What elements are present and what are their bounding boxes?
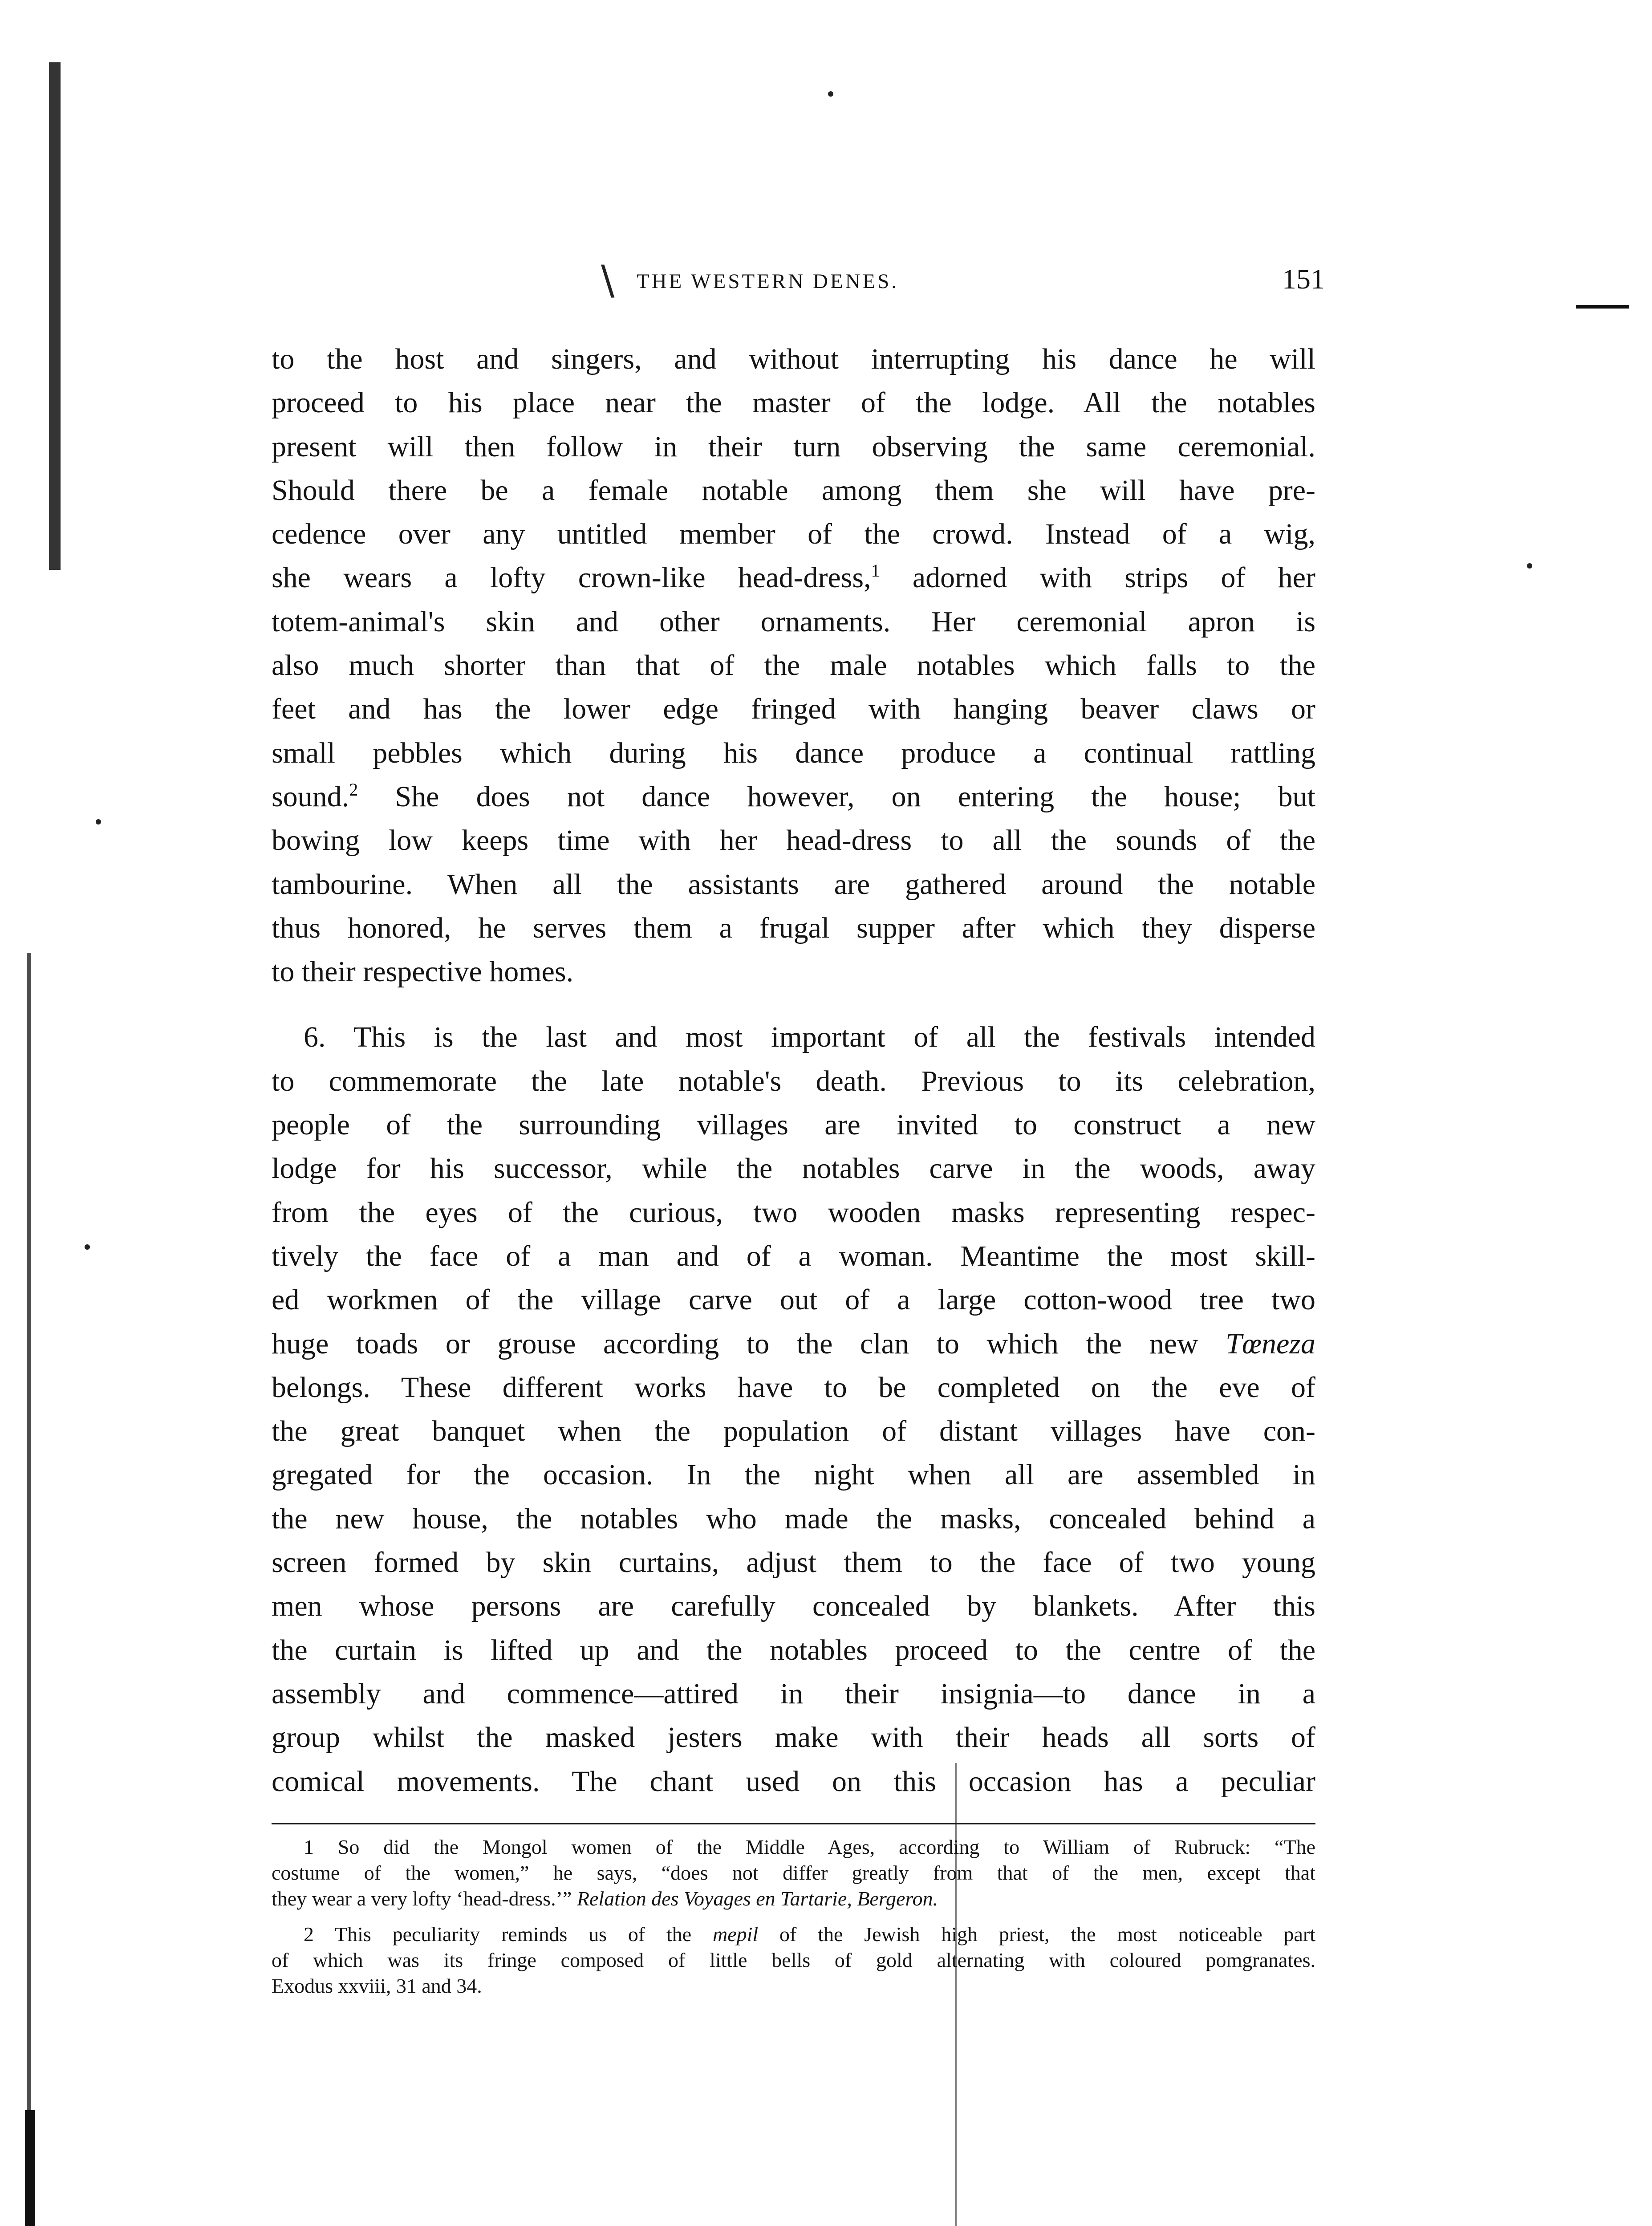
text-line: the new house, the notables who made the masks, concealed behind a xyxy=(272,1502,1315,1535)
text-run: of the Jewish high priest, the most noticeable part xyxy=(758,1923,1315,1946)
text-run: huge toads or grouse according to the clan to which the new xyxy=(272,1327,1226,1360)
text-line: thus honored, he serves them a frugal supper after which they disperse xyxy=(272,911,1315,944)
italic-term: Tœneza xyxy=(1226,1327,1315,1360)
footnote-number: 2 xyxy=(304,1923,314,1946)
text-line: also much shorter than that of the male notables which falls to the xyxy=(272,649,1315,682)
scan-edge-shadow xyxy=(49,62,61,570)
footnote-line: costume of the women,” he says, “does not differ greatly from that of the men, except that xyxy=(272,1861,1315,1884)
text-run: So did the Mongol women of the Middle Ages, according to William of Rubruck: “The xyxy=(314,1836,1315,1858)
text-line: men whose persons are carefully concealed by blankets. After this xyxy=(272,1590,1315,1623)
text-run: she wears a lofty crown-like head-dress, xyxy=(272,561,871,594)
scan-slash-mark: \ xyxy=(601,257,615,304)
text-line xyxy=(272,775,1315,819)
text-line: bowing low keeps time with her head-dress to all the sounds of the xyxy=(272,824,1315,857)
text-line: to commemorate the late notable's death. Previous to its celebration, xyxy=(272,1064,1315,1097)
running-head-title: THE WESTERN DENES. xyxy=(637,270,899,293)
page-number: 151 xyxy=(1282,263,1325,295)
footnote-marker: 2 xyxy=(349,779,358,800)
text-run: they wear a very lofty ‘head-dress.’” xyxy=(272,1887,577,1910)
footnote-line: Exodus xxviii, 31 and 34. xyxy=(272,1974,482,1997)
paragraph xyxy=(272,1016,1315,1803)
scan-speck xyxy=(85,1244,90,1250)
scan-speck xyxy=(828,91,833,97)
footnote-rule xyxy=(272,1823,1315,1824)
text-line: the great banquet when the population of distant villages have con- xyxy=(272,1415,1315,1448)
footnotes xyxy=(272,1834,1315,1999)
text-line: the curtain is lifted up and the notables proceed to the centre of the xyxy=(272,1633,1315,1666)
text-line: from the eyes of the curious, two wooden masks representing respec- xyxy=(272,1196,1315,1229)
footnote-number: 1 xyxy=(304,1836,314,1858)
text-line: 6. This is the last and most important of all the festivals intended xyxy=(304,1021,1315,1054)
text-line: to the host and singers, and without interrupting his dance he will xyxy=(272,343,1315,375)
footnote-line xyxy=(272,1834,1315,1860)
text-run: This peculiarity reminds us of the xyxy=(314,1923,713,1946)
footnote xyxy=(272,1921,1315,1999)
text-line: group whilst the masked jesters make with their heads all sorts of xyxy=(272,1721,1315,1754)
scan-margin-mark xyxy=(1576,305,1629,309)
text-line: lodge for his successor, while the notables carve in the woods, away xyxy=(272,1152,1315,1185)
text-line: totem-animal's skin and other ornaments. Her ceremonial apron is xyxy=(272,605,1315,638)
text-line: tambourine. When all the assistants are gathered around the notable xyxy=(272,868,1315,901)
text-line: ed workmen of the village carve out of a large cotton-wood tree two xyxy=(272,1284,1315,1316)
footnote-marker: 1 xyxy=(871,561,880,581)
text-line xyxy=(272,1322,1315,1366)
text-line: cedence over any untitled member of the crowd. Instead of a wig, xyxy=(272,518,1315,551)
scan-edge-line xyxy=(27,953,31,2226)
text-line: present will then follow in their turn observing the same ceremonial. xyxy=(272,430,1315,463)
text-line: comical movements. The chant used on this occasion has a peculiar xyxy=(272,1765,1315,1798)
scan-speck xyxy=(1527,563,1532,569)
text-line: tively the face of a man and of a woman. Meantime the most skill- xyxy=(272,1239,1315,1272)
running-header xyxy=(601,257,1325,314)
scan-speck xyxy=(96,819,101,825)
text-line: assembly and commence—attired in their insignia—to dance in a xyxy=(272,1677,1315,1710)
paragraph xyxy=(272,337,1315,994)
italic-term: mepil xyxy=(713,1923,759,1946)
text-line: gregated for the occasion. In the night when all are assembled in xyxy=(272,1458,1315,1491)
text-line xyxy=(272,556,1315,600)
italic-term: Relation des Voyages en Tartarie, Bergeron. xyxy=(576,1887,938,1910)
text-run: She does not dance however, on entering the house; but xyxy=(358,780,1315,813)
scan-bracket-vertical xyxy=(25,2110,35,2226)
text-line: Should there be a female notable among them she will have pre- xyxy=(272,474,1315,507)
text-run: sound. xyxy=(272,780,349,813)
text-line: belongs. These different works have to be completed on the eve of xyxy=(272,1371,1315,1404)
body-text xyxy=(272,337,1315,1804)
text-run: adorned with strips of her xyxy=(880,561,1315,594)
footnote-line: of which was its fringe composed of little bells of gold alternating with coloured pomgranates. xyxy=(272,1949,1315,1971)
text-line: feet and has the lower edge fringed with hanging beaver claws or xyxy=(272,693,1315,726)
text-line: people of the surrounding villages are invited to construct a new xyxy=(272,1109,1315,1141)
text-line: screen formed by skin curtains, adjust them to the face of two young xyxy=(272,1546,1315,1579)
text-line: proceed to his place near the master of the lodge. All the notables xyxy=(272,386,1315,419)
text-line: small pebbles which during his dance produce a continual rattling xyxy=(272,736,1315,769)
footnote-line xyxy=(272,1886,1315,1912)
text-line: to their respective homes. xyxy=(272,955,574,988)
footnote xyxy=(272,1834,1315,1912)
footnote-line xyxy=(272,1921,1315,1947)
